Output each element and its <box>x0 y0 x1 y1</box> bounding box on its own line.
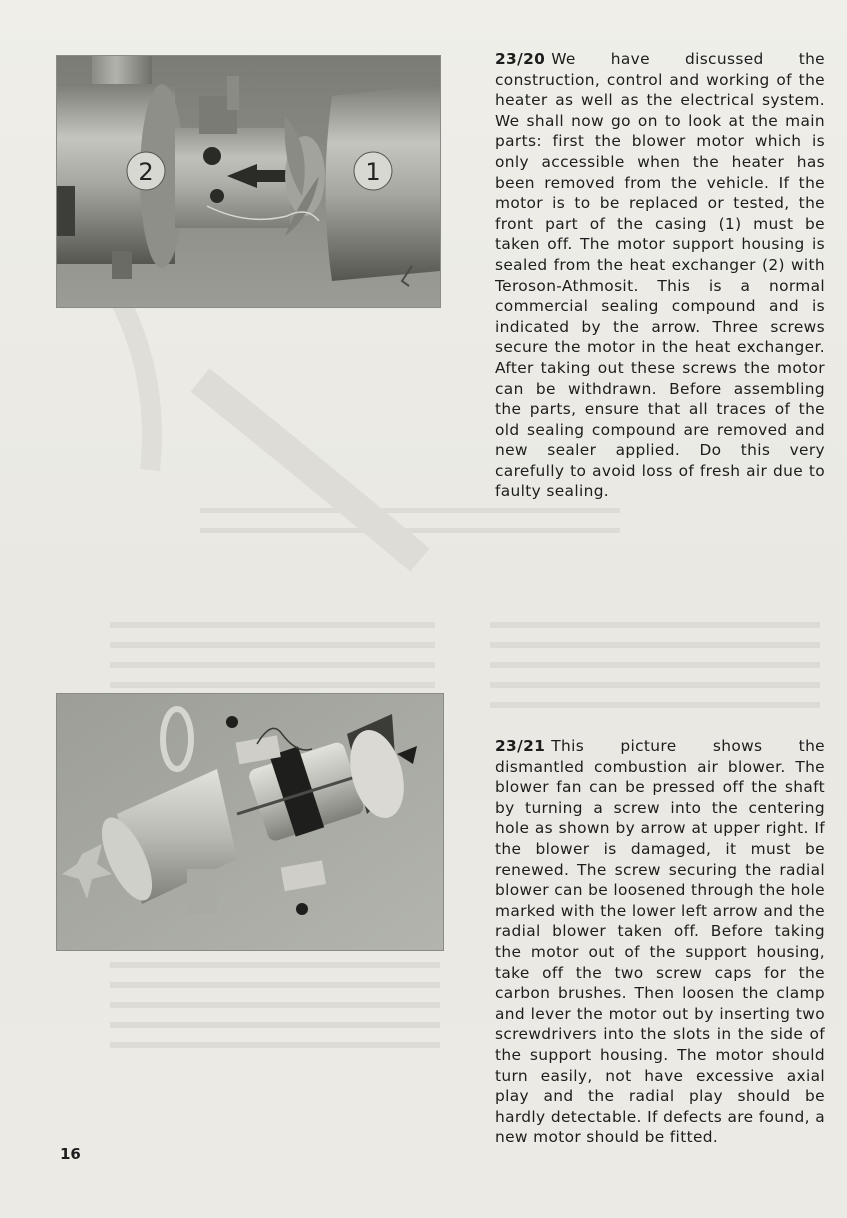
heater-blower-photo <box>56 55 441 308</box>
dismantled-blower-photo <box>56 693 444 951</box>
paragraph-23-21 <box>495 736 825 1148</box>
page-number: 16 <box>60 1145 81 1163</box>
paragraph-text: This picture shows the dismantled combustion air blower. The blower fan can be pressed off the shaft by turning a screw into the centering hole as shown by arrow at upper right. If the blower is damaged, it must be renewed. The screw securing the radial blower can be loosened through the hole marked with the lower left arrow and the radial blower taken off. Before taking the motor out of the support housing, take off the two screw caps for the carbon brushes. Then loosen the clamp and lever the motor out by inserting two screwdrivers into the slots in the side of the support housing. The motor should turn easily, not have excessive axial play and the radial play should be hardly detectable. If defects are found, a new motor should be fitted. <box>495 737 825 1147</box>
figure-number: 23/20 <box>495 50 546 68</box>
figure-number: 23/21 <box>495 737 546 755</box>
callout-casing: 1 <box>365 158 381 186</box>
paragraph-23-20 <box>495 49 825 502</box>
paragraph-text: We have discussed the construction, control and working of the heater as well as the electrical system. We shall now go on to look at the main parts: first the blower motor which is only accessible when the heater has been removed from the vehicle. If the motor is to be replaced or tested, the front part of the casing (1) must be taken off. The motor support housing is sealed from the heat exchanger (2) with Teroson-Athmosit. This is a normal commercial sealing compound and is indicated by the arrow. Three screws secure the motor in the heat exchanger. After taking out these screws the motor can be withdrawn. Before assembling the parts, ensure that all traces of the old sealing compound are removed and new sealer applied. Do this very carefully to avoid loss of fresh air due to faulty sealing. <box>495 50 825 501</box>
callout-heat-exchanger: 2 <box>138 158 154 186</box>
